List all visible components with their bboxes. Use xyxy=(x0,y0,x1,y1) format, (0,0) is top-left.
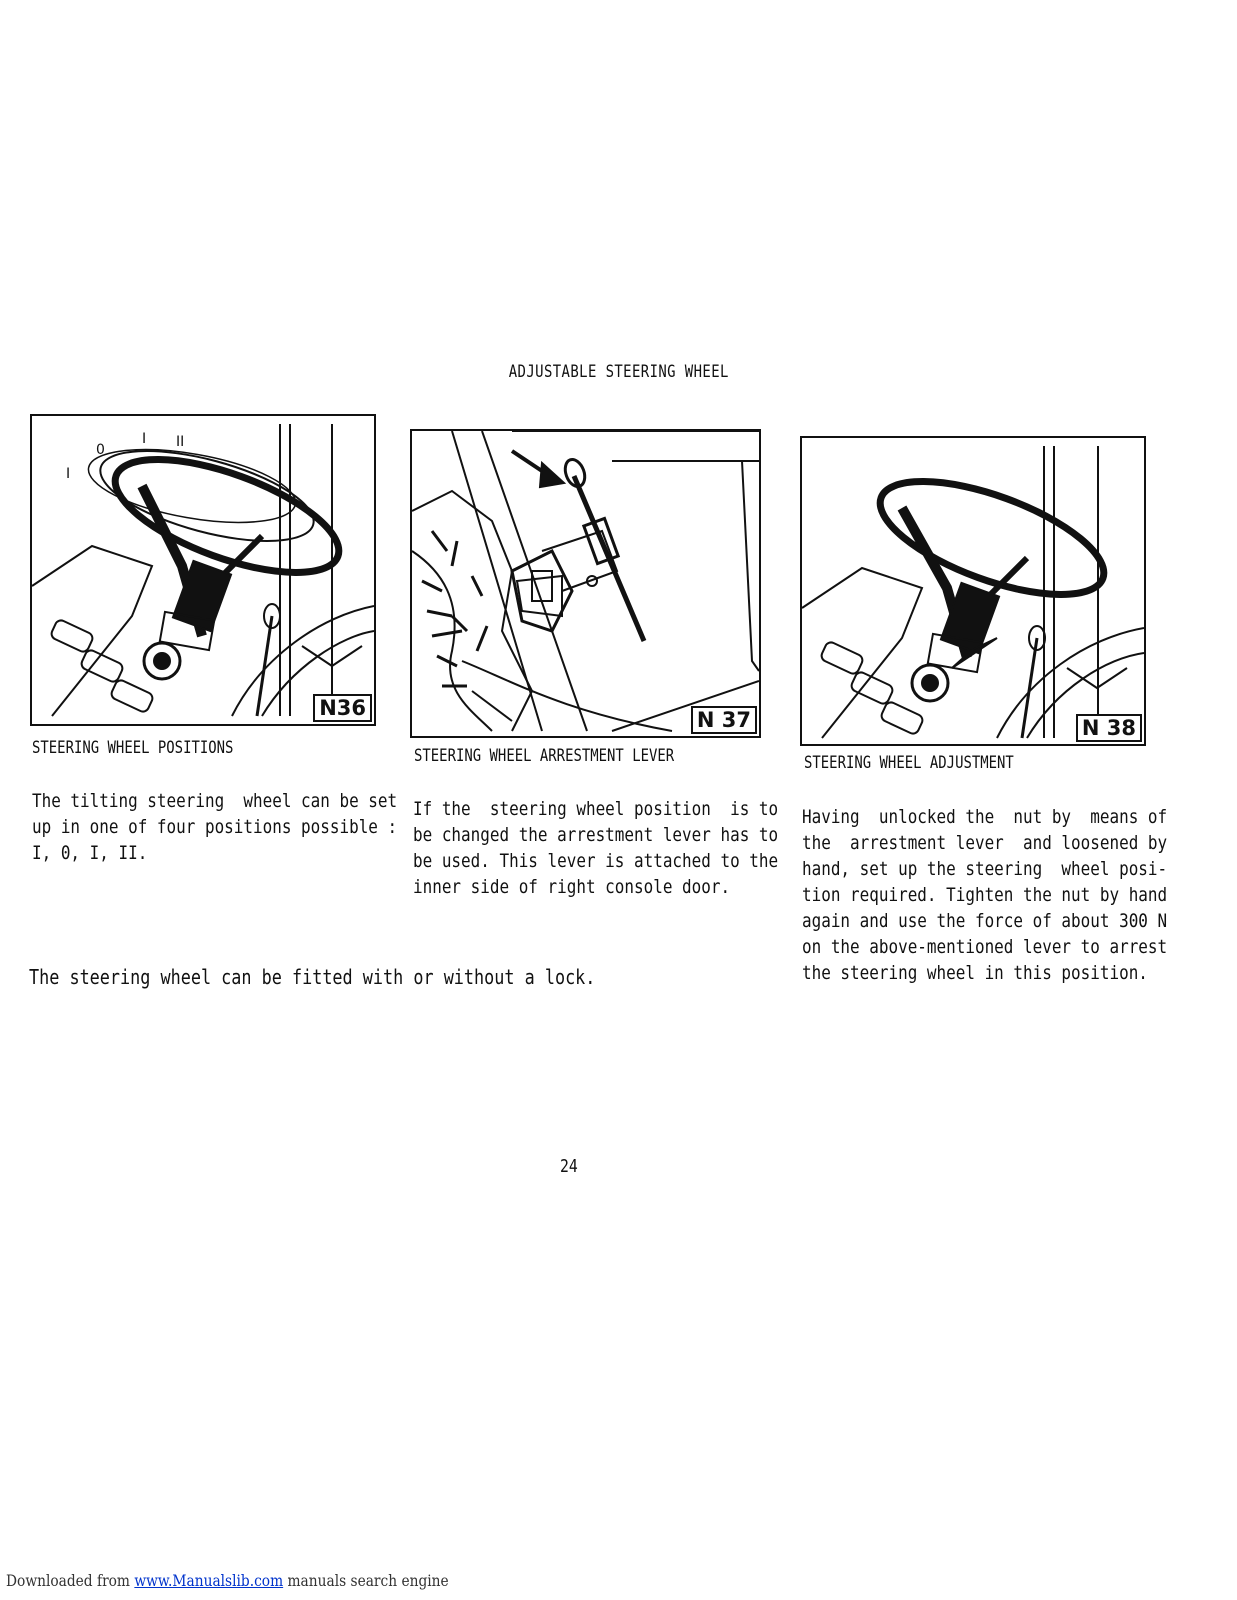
page-number: 24 xyxy=(560,1156,578,1177)
paragraph-arrestment-lever: If the steering wheel position is to be changed the arrestment lever has to be used. This lever is attached to the inner side of right console door. xyxy=(413,798,779,898)
position-mark-i-left: I xyxy=(66,466,71,482)
position-mark-zero: 0 xyxy=(96,442,105,458)
manualslib-link[interactable]: www.Manualslib.com xyxy=(134,1571,284,1590)
paragraph-steering-wheel-positions: The tilting steering wheel can be set up in one of four positions possible : I, 0, I, II. xyxy=(32,790,398,864)
caption-steering-wheel-adjustment: STEERING WHEEL ADJUSTMENT xyxy=(804,753,1014,773)
figure-label-n38: N 38 xyxy=(1076,714,1142,742)
download-footer-suffix: manuals search engine xyxy=(283,1571,449,1590)
caption-steering-wheel-positions: STEERING WHEEL POSITIONS xyxy=(32,738,234,758)
caption-arrestment-lever: STEERING WHEEL ARRESTMENT LEVER xyxy=(414,746,675,766)
paragraph-steering-wheel-adjustment: Having unlocked the nut by means of the arrestment lever and loosened by hand, set up the steering wheel posi- tion required. Tighten the nut by hand again and use the force of about 300 N on the above-mentioned lever to arrest the steering wheel in this position. xyxy=(802,806,1168,984)
lock-note: The steering wheel can be fitted with or without a lock. xyxy=(29,965,596,989)
figure-n38-steering-adjustment xyxy=(800,436,1146,746)
steering-wheel-adjustment-illustration xyxy=(802,438,1144,744)
page-title: ADJUSTABLE STEERING WHEEL xyxy=(508,362,729,382)
position-mark-i: I xyxy=(142,431,147,447)
position-mark-ii: II xyxy=(176,434,185,450)
figure-label-n36: N36 xyxy=(313,694,372,722)
arrestment-lever-illustration xyxy=(412,431,759,736)
figure-n36-steering-positions xyxy=(30,414,376,726)
figure-label-n37: N 37 xyxy=(691,706,757,734)
figure-n37-arrestment-lever xyxy=(410,429,761,738)
download-footer xyxy=(6,1571,449,1590)
steering-wheel-positions-illustration xyxy=(32,416,374,724)
download-footer-prefix: Downloaded from xyxy=(6,1571,135,1590)
